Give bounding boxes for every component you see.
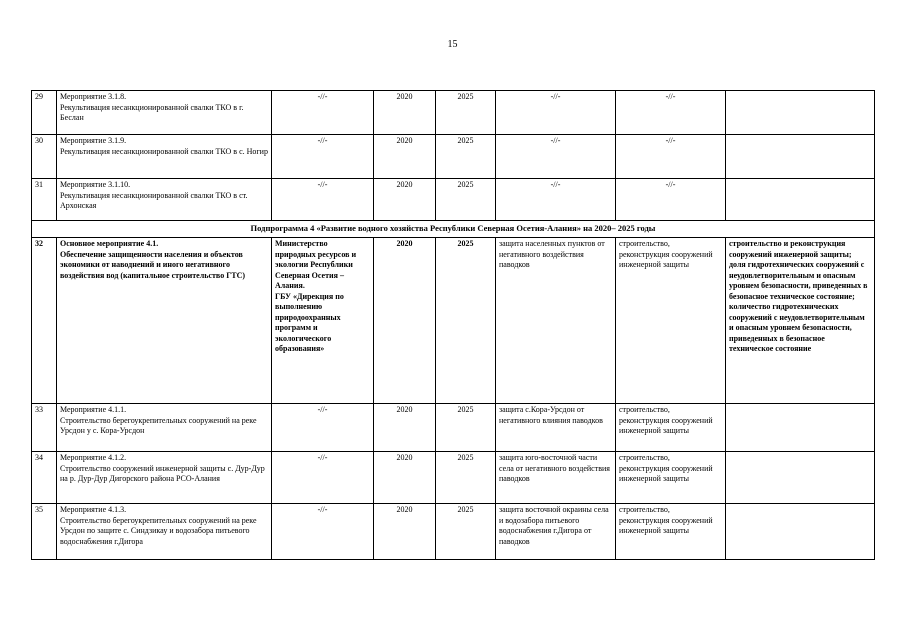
- end-year: 2025: [436, 91, 496, 135]
- table-row: [32, 504, 875, 560]
- executor: -//-: [272, 135, 374, 179]
- executor: -//-: [272, 179, 374, 221]
- expected-result: -//-: [496, 135, 616, 179]
- end-year: 2025: [436, 452, 496, 504]
- table-row: [32, 91, 875, 135]
- row-number: 31: [32, 179, 57, 221]
- expected-result: защита восточной окраины села и водозабора питьевого водоснабжения г.Дигора от паводков: [496, 504, 616, 560]
- end-year: 2025: [436, 404, 496, 452]
- end-year: 2025: [436, 135, 496, 179]
- directions: -//-: [616, 135, 726, 179]
- end-year: 2025: [436, 504, 496, 560]
- expected-result: защита юго-восточной части села от негативного воздействия паводков: [496, 452, 616, 504]
- measure-name: Мероприятие 3.1.9. Рекультивация несанкционированной свалки ТКО в с. Ногир: [57, 135, 272, 179]
- page-number: 15: [447, 39, 458, 50]
- start-year: 2020: [374, 179, 436, 221]
- start-year: 2020: [374, 404, 436, 452]
- expected-result: защита с.Кора-Урсдон от негативного влияния паводков: [496, 404, 616, 452]
- row-number: 29: [32, 91, 57, 135]
- row-number: 30: [32, 135, 57, 179]
- table-row: [32, 452, 875, 504]
- expected-result: -//-: [496, 91, 616, 135]
- directions: строительство, реконструкция сооружений инженерной защиты: [616, 404, 726, 452]
- table-row: [32, 179, 875, 221]
- table-row: [32, 135, 875, 179]
- end-year: 2025: [436, 238, 496, 404]
- expected-result: защита населенных пунктов от негативного воздействия паводков: [496, 238, 616, 404]
- subprogram-title: Подпрограмма 4 «Развитие водного хозяйства Республики Северная Осетия-Алания» на 2020– 2025 годы: [32, 221, 875, 238]
- start-year: 2020: [374, 238, 436, 404]
- directions: строительство, реконструкция сооружений инженерной защиты: [616, 452, 726, 504]
- indicators: строительство и реконструкция сооружений инженерной защиты; доля гидротехнических сооружений с неудовлетворительным и опасным уровнем безопасности, приведенных в безопасное техническое состояние; количество гидротехнических сооружений с неудовлетворительным и опасным уровнем безопасности, приведенных в безопасное техническое состояние: [726, 238, 875, 404]
- directions: -//-: [616, 91, 726, 135]
- indicators: [726, 504, 875, 560]
- program-measures-table: [31, 90, 875, 560]
- measure-name: Мероприятие 3.1.8. Рекультивация несанкционированной свалки ТКО в г. Беслан: [57, 91, 272, 135]
- indicators: [726, 179, 875, 221]
- start-year: 2020: [374, 135, 436, 179]
- indicators: [726, 452, 875, 504]
- directions: строительство, реконструкция сооружений инженерной защиты: [616, 238, 726, 404]
- directions: -//-: [616, 179, 726, 221]
- start-year: 2020: [374, 452, 436, 504]
- start-year: 2020: [374, 504, 436, 560]
- indicators: [726, 135, 875, 179]
- measure-name: Мероприятие 4.1.2. Строительство сооружений инженерной защиты с. Дур-Дур на р. Дур-Дур Дигорского района РСО-Алания: [57, 452, 272, 504]
- table-row: [32, 404, 875, 452]
- executor: -//-: [272, 91, 374, 135]
- indicators: [726, 91, 875, 135]
- row-number: 34: [32, 452, 57, 504]
- row-number: 33: [32, 404, 57, 452]
- executor: Министерство природных ресурсов и экологии Республики Северная Осетия – Алания. ГБУ «Дирекция по выполнению природоохранных программ и экологического образования»: [272, 238, 374, 404]
- measure-name: Мероприятие 4.1.1. Строительство берегоукрепительных сооружений на реке Урсдон у с. Кора-Урсдон: [57, 404, 272, 452]
- measure-name: Мероприятие 4.1.3. Строительство берегоукрепительных сооружений на реке Урсдон по защите с. Синдзикау и водозабора питьевого водоснабжения г.Дигора: [57, 504, 272, 560]
- row-number: 35: [32, 504, 57, 560]
- row-number: 32: [32, 238, 57, 404]
- executor: -//-: [272, 452, 374, 504]
- measure-name: Основное мероприятие 4.1. Обеспечение защищенности населения и объектов экономики от наводнений и иного негативного воздействия вод (капитальное строительство ГТС): [57, 238, 272, 404]
- indicators: [726, 404, 875, 452]
- executor: -//-: [272, 504, 374, 560]
- end-year: 2025: [436, 179, 496, 221]
- measure-name: Мероприятие 3.1.10. Рекультивация несанкционированной свалки ТКО в ст. Архонская: [57, 179, 272, 221]
- start-year: 2020: [374, 91, 436, 135]
- subprogram-header-row: [32, 221, 875, 238]
- expected-result: -//-: [496, 179, 616, 221]
- directions: строительство, реконструкция сооружений инженерной защиты: [616, 504, 726, 560]
- executor: -//-: [272, 404, 374, 452]
- main-measure-row: [32, 238, 875, 404]
